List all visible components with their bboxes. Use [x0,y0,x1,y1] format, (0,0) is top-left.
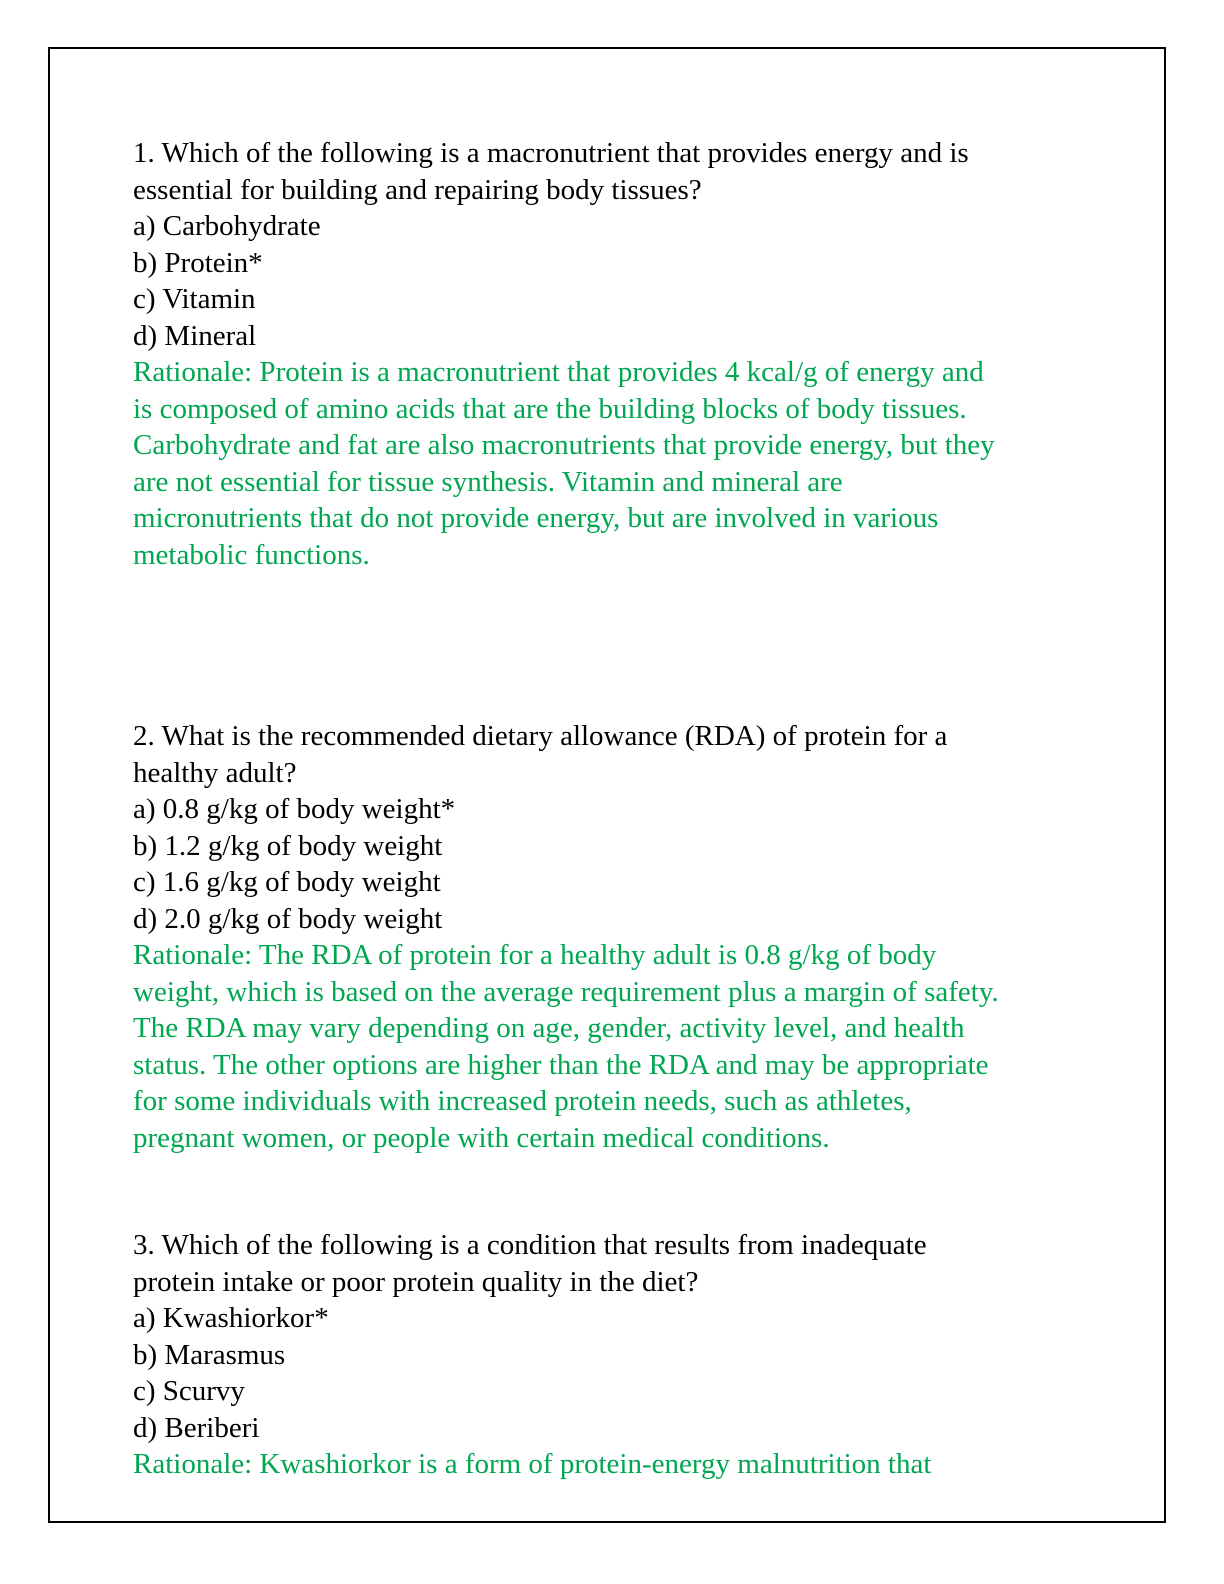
answer-option: a) 0.8 g/kg of body weight* [133,793,456,825]
answer-option: c) Scurvy [133,1375,245,1407]
answer-option: b) 1.2 g/kg of body weight [133,829,443,862]
question-stem-line: 1. Which of the following is a macronutrient that provides energy and is [133,137,969,169]
rationale-line: status. The other options are higher than the RDA and may be appropriate [133,1048,989,1081]
rationale-line: for some individuals with increased protein needs, such as athletes, [133,1085,912,1117]
question-stem-line: 2. What is the recommended dietary allowance (RDA) of protein for a [133,720,948,752]
answer-option: d) Beriberi [133,1411,260,1444]
question-stem-line: protein intake or poor protein quality in the diet? [133,1265,699,1298]
rationale-line: weight, which is based on the average requirement plus a margin of safety. [133,975,999,1008]
rationale-line: Rationale: Kwashiorkor is a form of protein-energy malnutrition that [133,1448,932,1480]
rationale-line: metabolic functions. [133,538,370,571]
rationale-line: are not essential for tissue synthesis. Vitamin and mineral are [133,465,843,498]
rationale-line: The RDA may vary depending on age, gender, activity level, and health [133,1012,965,1044]
answer-option: c) Vitamin [133,283,256,315]
answer-option: a) Kwashiorkor* [133,1302,329,1334]
question-2 [133,718,999,1156]
question-stem-line: 3. Which of the following is a condition that results from inadequate [133,1229,927,1261]
answer-option: d) 2.0 g/kg of body weight [133,902,443,935]
answer-option: b) Marasmus [133,1338,286,1371]
answer-option: a) Carbohydrate [133,210,321,242]
answer-option: b) Protein* [133,246,263,279]
question-3 [133,1227,931,1483]
question-stem-line: healthy adult? [133,756,297,789]
question-1 [133,135,995,573]
rationale-line: is composed of amino acids that are the building blocks of body tissues. [133,392,967,425]
rationale-line: Carbohydrate and fat are also macronutrients that provide energy, but they [133,429,995,461]
rationale-line: Rationale: Protein is a macronutrient that provides 4 kcal/g of energy and [133,356,984,388]
rationale-line: Rationale: The RDA of protein for a healthy adult is 0.8 g/kg of body [133,939,937,971]
rationale-line: micronutrients that do not provide energy, but are involved in various [133,502,939,534]
answer-option: d) Mineral [133,319,257,352]
rationale-line: pregnant women, or people with certain medical conditions. [133,1121,830,1154]
question-stem-line: essential for building and repairing body tissues? [133,173,702,206]
answer-option: c) 1.6 g/kg of body weight [133,866,441,898]
